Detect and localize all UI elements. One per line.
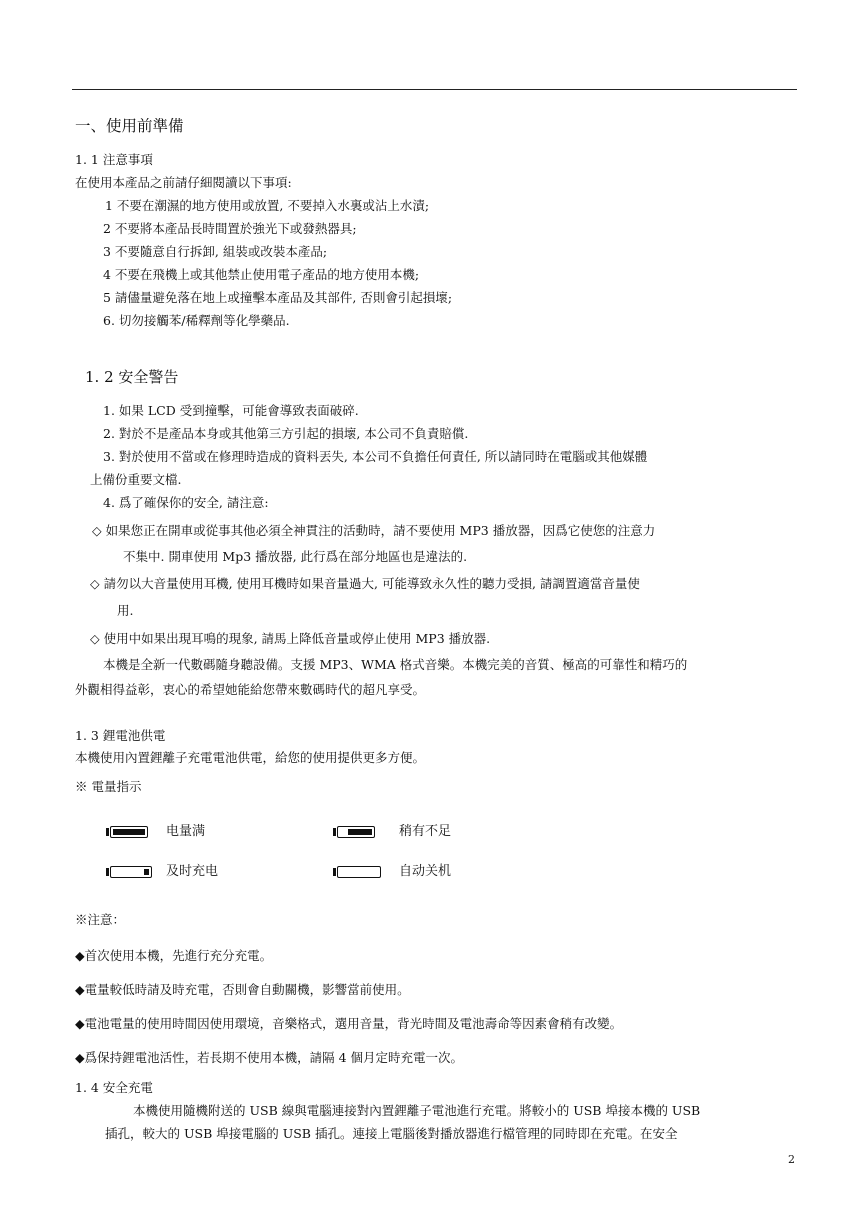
note-item: ◆電量較低時請及時充電，否則會自動關機，影響當前使用。	[75, 982, 410, 997]
heading-1-1: 1. 1 注意事項	[75, 152, 153, 167]
battery-label: 稍有不足	[399, 824, 452, 839]
list-item: 3 不要隨意自行拆卸, 組裝或改裝本產品;	[103, 244, 328, 259]
battery-icon-empty	[333, 866, 381, 878]
heading-1-3: 1. 3 鋰電池供電	[75, 728, 166, 743]
list-item: 3. 對於使用不當或在修理時造成的資料丟失, 本公司不負擔任何責任, 所以請同時在電腦或其他媒體	[103, 449, 648, 464]
header-rule	[72, 89, 797, 90]
bullet-item: ◇ 請勿以大音量使用耳機, 使用耳機時如果音量過大, 可能導致永久性的聽力受損, 請調置適當音量使	[90, 576, 640, 591]
list-item: 1 不要在潮濕的地方使用或放置, 不要掉入水裏或沾上水漬;	[105, 198, 430, 213]
battery-icon-full	[106, 826, 148, 838]
battery-label: 电量满	[166, 824, 206, 839]
list-item: 2. 對於不是產品本身或其他第三方引起的損壞, 本公司不負責賠償.	[103, 426, 469, 441]
indicator-title: ※ 電量指示	[75, 779, 142, 794]
paragraph-line: 外觀相得益彰，衷心的希望她能給您帶來數碼時代的超凡享受。	[75, 682, 426, 697]
list-item: 4 不要在飛機上或其他禁止使用電子產品的地方使用本機;	[103, 267, 420, 282]
paragraph-line: 本機是全新一代數碼隨身聽設備。支援 MP3、WMA 格式音樂。本機完美的音質、極高的可靠性和精巧的	[103, 657, 688, 672]
battery-label: 自动关机	[399, 864, 452, 879]
battery-label: 及时充电	[166, 864, 219, 879]
note-title: ※注意：	[75, 912, 126, 927]
list-item: 4. 爲了確保你的安全, 請注意:	[103, 495, 269, 510]
paragraph-line: 插孔，較大的 USB 埠接電腦的 USB 插孔。連接上電腦後對播放器進行檔管理的同時即在充電。在安全	[105, 1126, 678, 1141]
list-item: 上備份重要文檔.	[90, 472, 182, 487]
section-title: 一、使用前準備	[75, 117, 184, 135]
page-number: 2	[788, 1153, 795, 1166]
intro-1-1: 在使用本產品之前請仔細閱讀以下事項:	[75, 175, 292, 190]
battery-icon-partial	[333, 826, 375, 838]
bullet-item: 用.	[117, 603, 134, 618]
note-item: ◆電池電量的使用時間因使用環境，音樂格式，選用音量，背光時間及電池壽命等因素會稍有改變。	[75, 1016, 623, 1031]
bullet-item: 不集中. 開車使用 Mp3 播放器, 此行爲在部分地區也是違法的.	[123, 549, 468, 564]
bullet-item: ◇ 如果您正在開車或從事其他必須全神貫注的活動時，請不要使用 MP3 播放器，因爲它使您的注意力	[92, 523, 656, 538]
note-item: ◆首次使用本機，先進行充分充電。	[75, 948, 273, 963]
battery-icon-low	[106, 866, 152, 878]
list-item: 6. 切勿接觸苯/稀釋劑等化學藥品.	[103, 313, 290, 328]
intro-1-3: 本機使用內置鋰離子充電電池供電，給您的使用提供更多方便。	[75, 750, 426, 765]
paragraph-line: 本機使用隨機附送的 USB 線與電腦連接對內置鋰離子電池進行充電。將較小的 USB 埠接本機的 USB	[133, 1103, 701, 1118]
bullet-item: ◇ 使用中如果出現耳鳴的現象, 請馬上降低音量或停止使用 MP3 播放器.	[90, 631, 491, 646]
note-item: ◆爲保持鋰電池活性，若長期不使用本機，請隔 4 個月定時充電一次。	[75, 1050, 464, 1065]
list-item: 5 請儘量避免落在地上或撞擊本產品及其部件, 否則會引起損壞;	[103, 290, 453, 305]
heading-1-4: 1. 4 安全充電	[75, 1080, 153, 1095]
list-item: 1. 如果 LCD 受到撞擊，可能會導致表面破碎.	[103, 403, 359, 418]
heading-1-2: 1. 2 安全警告	[85, 368, 179, 386]
list-item: 2 不要將本產品長時間置於強光下或發熱器具;	[103, 221, 357, 236]
